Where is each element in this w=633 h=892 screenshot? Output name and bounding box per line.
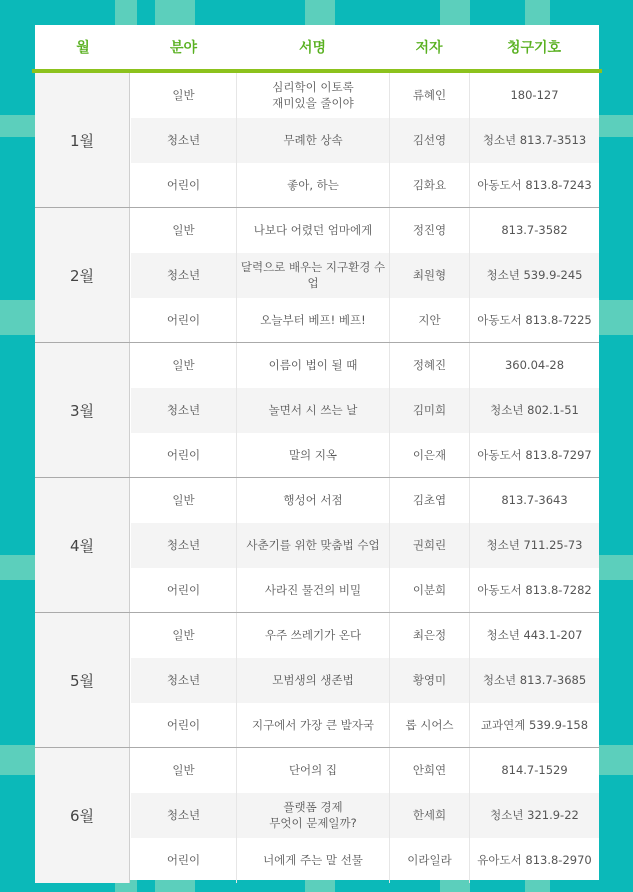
field-cell: 청소년 <box>131 388 236 433</box>
author-cell: 안희연 <box>389 748 469 793</box>
field-cell: 어린이 <box>166 717 201 732</box>
call-number-cell: 교과연계 539.9-158 <box>469 703 599 748</box>
field-cell: 청소년 <box>131 793 236 838</box>
title-cell: 달력으로 배우는 지구환경 수업 <box>236 253 389 298</box>
title-cell: 심리학이 이토록 재미있을 줄이야 <box>236 73 389 118</box>
field-cell: 어린이 <box>166 447 201 462</box>
field-cell: 청소년 <box>131 253 236 298</box>
title-cell: 너에게 주는 말 선물 <box>236 838 389 883</box>
table-row <box>131 208 599 253</box>
author-cell: 정진영 <box>389 208 469 253</box>
month-label: 6월 <box>35 748 130 883</box>
author-cell: 최원형 <box>389 253 469 298</box>
title-cell: 이름이 법이 될 때 <box>236 343 389 388</box>
field-cell: 청소년 <box>131 523 236 568</box>
call-number-cell: 청소년 802.1-51 <box>469 388 599 433</box>
table-row <box>131 568 599 613</box>
title-cell: 사라진 물건의 비밀 <box>236 568 389 613</box>
call-number-cell: 유아도서 813.8-2970 <box>469 838 599 883</box>
title-cell: 말의 지옥 <box>236 433 389 478</box>
author-cell: 김미희 <box>389 388 469 433</box>
author-cell: 이분희 <box>389 568 469 613</box>
header-call-number: 청구기호 <box>506 40 562 56</box>
table-row <box>131 703 599 748</box>
author-cell: 권희린 <box>389 523 469 568</box>
header-field: 분야 <box>169 40 198 56</box>
title-cell: 지구에서 가장 큰 발자국 <box>236 703 389 748</box>
call-number-cell: 청소년 813.7-3513 <box>469 118 599 163</box>
call-number-cell: 180-127 <box>469 73 599 118</box>
author-cell: 이라일라 <box>389 838 469 883</box>
month-label: 5월 <box>35 613 130 748</box>
table-row <box>131 388 599 433</box>
title-cell: 놀면서 시 쓰는 날 <box>236 388 389 433</box>
field-cell: 일반 <box>172 762 195 777</box>
call-number-cell: 813.7-3582 <box>469 208 599 253</box>
field-cell: 청소년 <box>131 118 236 163</box>
book-list-card <box>35 25 599 880</box>
table-row <box>131 433 599 478</box>
table-row <box>131 73 599 118</box>
call-number-cell: 360.04-28 <box>469 343 599 388</box>
author-cell: 롭 시어스 <box>389 703 469 748</box>
author-cell: 류혜인 <box>389 73 469 118</box>
author-cell: 김초엽 <box>389 478 469 523</box>
title-cell: 우주 쓰레기가 온다 <box>236 613 389 658</box>
month-label: 2월 <box>35 208 130 343</box>
table-row <box>131 523 599 568</box>
field-cell: 청소년 <box>131 658 236 703</box>
table-row <box>131 748 599 793</box>
call-number-cell: 813.7-3643 <box>469 478 599 523</box>
call-number-cell: 청소년 813.7-3685 <box>469 658 599 703</box>
title-cell: 행성어 서점 <box>236 478 389 523</box>
table-header <box>35 25 599 69</box>
field-cell: 어린이 <box>166 177 201 192</box>
title-cell: 나보다 어렸던 엄마에게 <box>236 208 389 253</box>
month-label: 3월 <box>35 343 130 478</box>
table-row <box>131 343 599 388</box>
call-number-cell: 아동도서 813.8-7297 <box>469 433 599 478</box>
title-cell: 모범생의 생존법 <box>236 658 389 703</box>
table-row <box>131 793 599 838</box>
author-cell: 지안 <box>389 298 469 343</box>
field-cell: 일반 <box>172 87 195 102</box>
title-cell: 플랫폼 경제 무엇이 문제일까? <box>236 793 389 838</box>
title-cell: 단어의 집 <box>236 748 389 793</box>
table-row <box>131 118 599 163</box>
call-number-cell: 청소년 711.25-73 <box>469 523 599 568</box>
call-number-cell: 청소년 321.9-22 <box>469 793 599 838</box>
header-title: 서명 <box>298 40 327 56</box>
field-cell: 어린이 <box>166 582 201 597</box>
table-row <box>131 658 599 703</box>
field-cell: 일반 <box>172 627 195 642</box>
title-cell: 좋아, 하는 <box>236 163 389 208</box>
table-row <box>131 163 599 208</box>
table-row <box>131 253 599 298</box>
author-cell: 최은정 <box>389 613 469 658</box>
author-cell: 김화요 <box>389 163 469 208</box>
title-cell: 사춘기를 위한 맞춤법 수업 <box>236 523 389 568</box>
header-author: 저자 <box>415 40 443 56</box>
call-number-cell: 청소년 539.9-245 <box>469 253 599 298</box>
table-row <box>131 838 599 883</box>
call-number-cell: 아동도서 813.8-7282 <box>469 568 599 613</box>
month-label: 4월 <box>35 478 130 613</box>
author-cell: 정혜진 <box>389 343 469 388</box>
call-number-cell: 814.7-1529 <box>469 748 599 793</box>
author-cell: 김선영 <box>389 118 469 163</box>
author-cell: 한세희 <box>389 793 469 838</box>
field-cell: 어린이 <box>166 852 201 867</box>
author-cell: 황영미 <box>389 658 469 703</box>
title-cell: 무례한 상속 <box>236 118 389 163</box>
call-number-cell: 아동도서 813.8-7243 <box>469 163 599 208</box>
field-cell: 일반 <box>172 492 195 507</box>
month-label: 1월 <box>35 73 130 208</box>
header-month: 월 <box>76 40 90 56</box>
call-number-cell: 아동도서 813.8-7225 <box>469 298 599 343</box>
title-cell: 오늘부터 베프! 베프! <box>236 298 389 343</box>
table-row <box>131 613 599 658</box>
call-number-cell: 청소년 443.1-207 <box>469 613 599 658</box>
field-cell: 어린이 <box>166 312 201 327</box>
table-row <box>131 478 599 523</box>
table-row <box>131 298 599 343</box>
field-cell: 일반 <box>172 222 195 237</box>
field-cell: 일반 <box>172 357 195 372</box>
author-cell: 이은재 <box>389 433 469 478</box>
